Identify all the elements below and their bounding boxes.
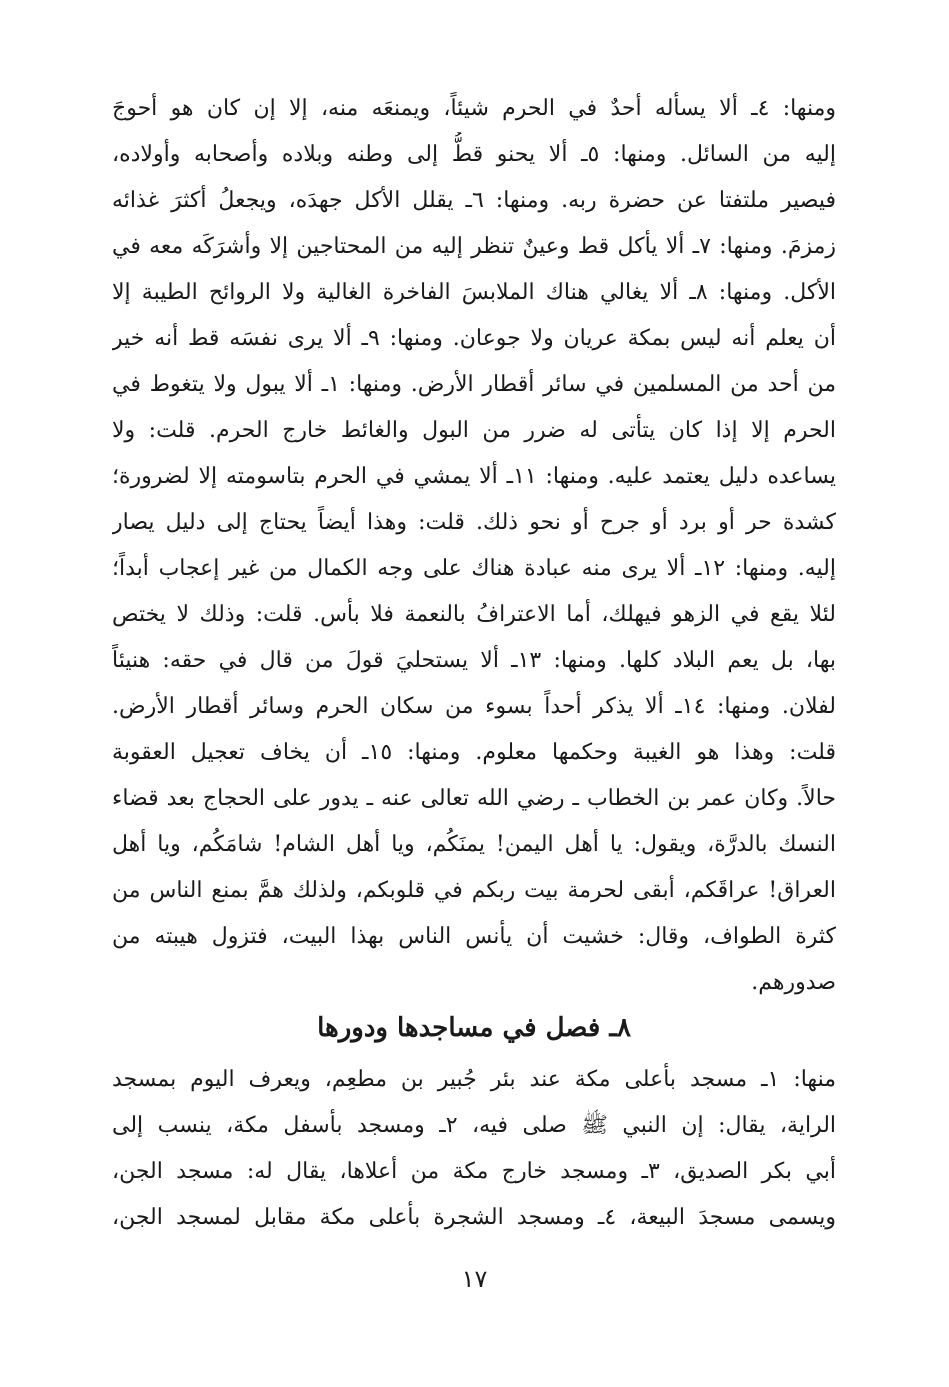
text-line: ويسمى مسجدَ البيعة، ٤ـ ومسجد الشجرة بأعلى مكة مقابل لمسجد الجن، [112, 1205, 836, 1230]
text-line: الأكل. ومنها: ٨ـ ألا يغالي هناك الملابسَ الفاخرة الغالية ولا الروائح الطيبة إلا [112, 280, 836, 305]
text-line: من أحد من المسلمين في سائر أقطار الأرض. ومنها: ١ـ ألا يبول ولا يتغوط في [112, 372, 836, 397]
text-line: أن يعلم أنه ليس بمكة عريان ولا جوعان. ومنها: ٩ـ ألا يرى نفسَه قط أنه خير [112, 326, 836, 351]
text-line: الحرم إلا إذا كان يتأتى له ضرر من البول والغائط خارج الحرم. قلت: ولا [112, 418, 836, 443]
text-line: كشدة حر أو برد أو جرح أو نحو ذلك. قلت: وهذا أيضاً يحتاج إلى دليل يصار [112, 510, 836, 535]
text-line: إليه من السائل. ومنها: ٥ـ ألا يحنو قطُّ إلى وطنه وبلاده وأصحابه وأولاده، [112, 142, 836, 167]
body-text [112, 86, 836, 1006]
text-line: أبي بكر الصديق، ٣ـ ومسجد خارج مكة من أعلاها، يقال له: مسجد الجن، [112, 1159, 836, 1184]
text-line: إليه. ومنها: ١٢ـ ألا يرى منه عبادة هناك على وجه الكمال من غير إعجاب أبداً؛ [112, 556, 836, 581]
text-line: ومنها: ٤ـ ألا يسأله أحدٌ في الحرم شيئاً، ويمنعَه منه، إلا إن كان هو أحوجَ [112, 96, 836, 121]
text-line-last: صدورهم. [751, 970, 836, 995]
section-text [112, 1057, 836, 1241]
text-line: منها: ١ـ مسجد بأعلى مكة عند بئر جُبير بن مطعِم، ويعرف اليوم بمسجد [112, 1067, 836, 1092]
text-line: كثرة الطواف، وقال: خشيت أن يأنس الناس بهذا البيت، فتزول هيبته من [112, 924, 836, 949]
text-line: يساعده دليل يعتمد عليه. ومنها: ١١ـ ألا يمشي في الحرم بتاسومته إلا لضرورة؛ [112, 464, 836, 489]
text-line: لفلان. ومنها: ١٤ـ ألا يذكر أحداً بسوء من سكان الحرم وسائر أقطار الأرض. [112, 694, 836, 719]
text-line: زمزمَ. ومنها: ٧ـ ألا يأكل قط وعينٌ تنظر إليه من المحتاجين إلا وأشرَكَه معه في [112, 234, 836, 259]
text-line: الراية، يقال: إن النبي ﷺ صلى فيه، ٢ـ ومسجد بأسفل مكة، ينسب إلى [112, 1113, 836, 1138]
text-line: حالاً. وكان عمر بن الخطاب ـ رضي الله تعالى عنه ـ يدور على الحجاج بعد قضاء [112, 786, 836, 811]
text-line: بها، بل يعم البلاد كلها. ومنها: ١٣ـ ألا يستحليَ قولَ من قال في حقه: هنيئاً [112, 648, 836, 673]
text-line: العراق! عراقَكم، أبقى لحرمة بيت ربكم في قلوبكم، ولذلك همَّ بمنع الناس من [112, 878, 836, 903]
text-line: لئلا يقع في الزهو فيهلك، أما الاعترافُ بالنعمة فلا بأس. قلت: وذلك لا يختص [112, 602, 836, 627]
text-line: فيصير ملتفتا عن حضرة ربه. ومنها: ٦ـ يقلل الأكل جهدَه، ويجعلُ أكثرَ غذائه [112, 188, 836, 213]
section-heading: ٨ـ فصل في مساجدها ودورها [317, 1013, 631, 1043]
text-line: النسك بالدرَّة، ويقول: يا أهل اليمن! يمنَكُم، ويا أهل الشام! شامَكُم، ويا أهل [112, 832, 836, 857]
text-line: قلت: وهذا هو الغيبة وحكمها معلوم. ومنها: ١٥ـ أن يخاف تعجيل العقوبة [112, 740, 836, 765]
page-number: ١٧ [461, 1265, 488, 1293]
